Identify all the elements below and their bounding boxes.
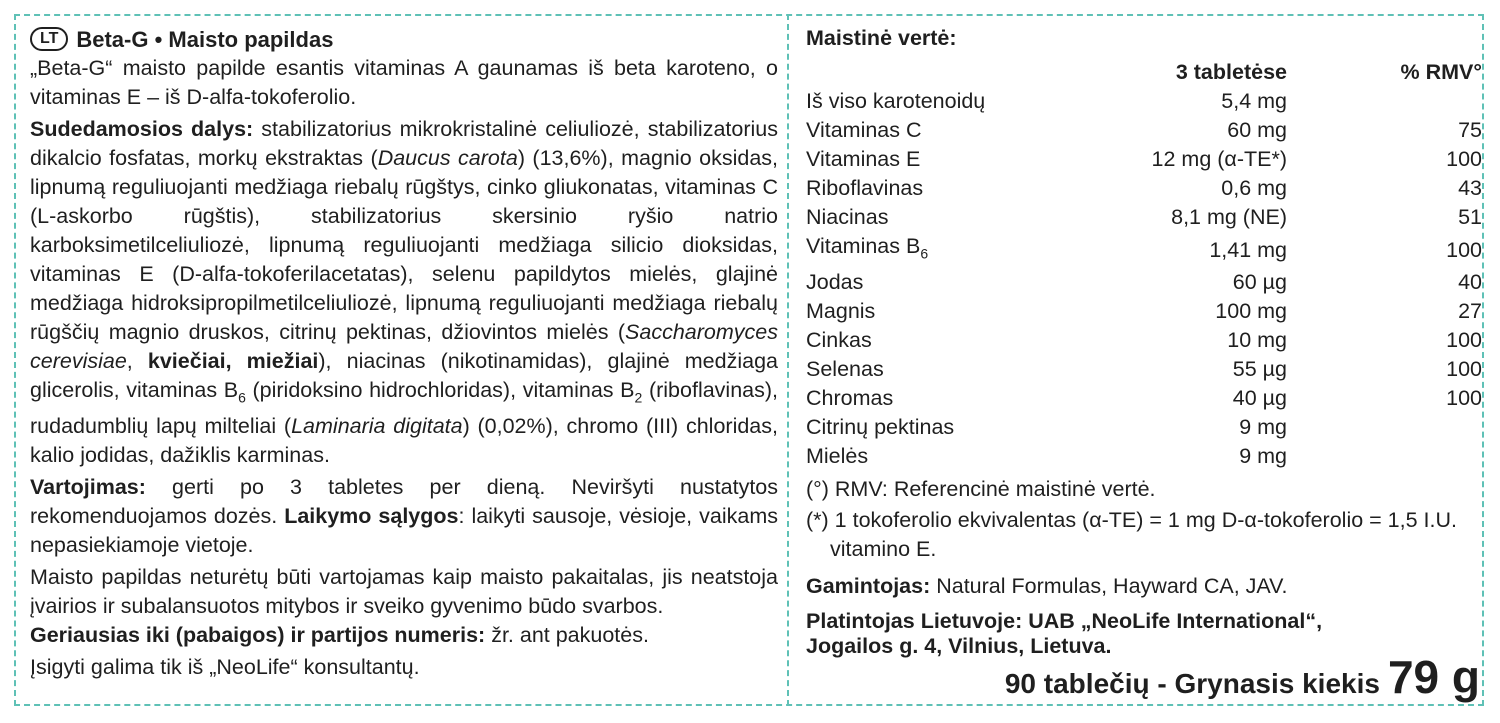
nutrient-name [806, 145, 1106, 174]
ingredients-text: ) (13,6%), magnio oksidas, lipnumą reguliuojanti medžiaga riebalų rūgštys, cinko gliukonatas, vitaminas C (L-askorbo rūgštis), stabilizatorius skersinio ryšio natrio karboksimetilceliuliozė, lipnumą reguliuojanti medžiaga silicio dioksidas, vitaminas E (D-alfa-tokoferilacetatas), selenu papildytos mielės, glajinė medžiaga hidroksipropilmetilceliuliozė, lipnumą reguliuojanti medžiaga riebalų rūgščių magnio druskos, citrinų pektinas, džiovintos mielės ( [30, 146, 778, 344]
usage-text: gerti po 3 tabletes per dieną. Neviršyti nustatytos rekomenduojamos dozės. [30, 475, 778, 529]
nutrition-row [806, 174, 1482, 203]
nutrition-row [806, 87, 1482, 116]
storage-text: : laikyti sausoje, vėsioje, vaikams nepasiekiamoje vietoje. [30, 504, 778, 558]
nutrient-rmv [1287, 87, 1482, 116]
nutrition-row [806, 232, 1482, 268]
nutrient-amount: 100 mg [1215, 299, 1287, 324]
nutrition-row [806, 384, 1482, 413]
distributor-line: Platintojas Lietuvoje: UAB „NeoLife International“, [806, 609, 1323, 634]
nutrient-name [806, 268, 1106, 297]
latin-name: Daucus carota [377, 146, 518, 170]
nutrient-amount: 9 mg [1239, 415, 1287, 440]
nutrient-name [806, 174, 1106, 203]
nutrient-rmv: 100 [1446, 357, 1482, 382]
storage-label: Laikymo sąlygos [284, 504, 459, 529]
subscript: 2 [634, 389, 643, 406]
right-column [806, 24, 1482, 659]
nutrient-name-text: Jodas [806, 270, 864, 295]
ingredients-text: ), niacinas (nikotinamidas), glajinė medžiaga glicerolis, vitaminas B [30, 349, 778, 402]
manufacturer-label: Gamintojas: [806, 574, 931, 599]
nutrient-amount: 60 mg [1227, 118, 1287, 142]
best-before-label: Geriausias iki (pabaigos) ir partijos numeris: [30, 623, 486, 648]
nutrition-row [806, 297, 1482, 326]
latin-name: Saccharomyces cerevisiae [30, 320, 778, 373]
rmv-note: (°) RMV: Referencinė maistinė vertė. [806, 477, 1156, 502]
usage-label: Vartojimas: [30, 475, 146, 500]
nutrient-amount: 12 mg (α-TE*) [1151, 147, 1287, 171]
nutrient-amount: 60 µg [1232, 270, 1287, 295]
nutrient-name [806, 203, 1106, 232]
nutrient-amount: 10 mg [1227, 328, 1287, 353]
language-badge: LT [30, 27, 68, 51]
nutrient-name-text: Vitaminas C [806, 118, 922, 142]
nutrient-amount: 1,41 mg [1209, 237, 1287, 262]
nutrient-name-text: Chromas [806, 386, 894, 411]
nutrient-rmv: 100 [1446, 328, 1482, 353]
warning-text: Maisto papildas neturėtų būti vartojamas kaip maisto pakaitalas, jis neatstoja įvairios ir subalansuotos mitybos ir sveiko gyvenimo būdo svarbos. [30, 565, 778, 619]
nutrient-name [806, 297, 1106, 326]
ingredients-label: Sudedamosios dalys: [30, 117, 254, 141]
manufacturer-text: Natural Formulas, Hayward CA, JAV. [930, 574, 1288, 599]
nutrient-rmv: 75 [1458, 118, 1482, 142]
nutrition-row [806, 268, 1482, 297]
nutrient-amount: 55 µg [1232, 357, 1287, 382]
manufacturer-paragraph [806, 572, 1482, 601]
nutrition-row [806, 355, 1482, 384]
nutrient-name [806, 116, 1106, 145]
nutrient-amount: 5,4 mg [1221, 89, 1287, 113]
nutrient-name-text: Riboflavinas [806, 176, 924, 200]
nutrient-name-text: Niacinas [806, 205, 889, 229]
nutrient-rmv: 100 [1446, 237, 1482, 262]
nutrition-row [806, 116, 1482, 145]
nutrition-table [806, 58, 1482, 471]
nutrition-header-row [806, 58, 1482, 87]
nutrient-amount: 0,6 mg [1221, 176, 1287, 200]
column-divider [787, 14, 789, 706]
header-amount: 3 tabletėse [1175, 60, 1287, 84]
product-title: Beta-G • Maisto papildas [76, 26, 334, 52]
nutrition-row [806, 413, 1482, 442]
header-empty [806, 58, 1106, 87]
net-quantity-text: 90 tablečių - Grynasis kiekis [1004, 668, 1380, 699]
nutrient-rmv: 51 [1458, 205, 1482, 229]
nutrition-row [806, 442, 1482, 471]
nutrient-amount: 40 µg [1232, 386, 1287, 411]
nutrient-name [806, 232, 1106, 268]
nutrient-name-text: Mielės [806, 444, 869, 469]
intro-text: „Beta-G“ maisto papilde esantis vitaminas A gaunamas iš beta karoteno, o vitaminas E – iš D-alfa-tokoferolio. [30, 56, 778, 109]
nutrient-rmv: 27 [1458, 299, 1482, 324]
nutrient-name-text: Citrinų pektinas [806, 415, 955, 440]
nutrient-name [806, 87, 1106, 116]
best-before-text: žr. ant pakuotės. [485, 623, 649, 648]
nutrient-rmv: 100 [1446, 386, 1482, 411]
nutrient-rmv [1287, 442, 1482, 471]
ingredients-text: (piridoksino hidrochloridas), vitaminas B [245, 378, 635, 402]
distributor-address: Jogailos g. 4, Vilnius, Lietuva. [806, 634, 1112, 659]
usage-paragraph [30, 473, 778, 560]
nutrient-name-text: Vitaminas B [806, 234, 921, 258]
ingredients-text: (riboflavinas), rudadumblių lapų milteliai ( [30, 378, 778, 439]
subscript: 6 [238, 389, 246, 406]
availability-text: Įsigyti galima tik iš „NeoLife“ konsultantų. [30, 655, 420, 680]
nutrition-row [806, 145, 1482, 174]
nutrient-rmv: 40 [1458, 270, 1482, 295]
best-before-paragraph [30, 621, 778, 650]
left-column [30, 24, 778, 682]
nutrient-name [806, 442, 1106, 471]
nutrient-name-text: Iš viso karotenoidų [806, 89, 986, 113]
ingredients-text: , [126, 349, 148, 373]
ingredients-paragraph [30, 115, 778, 470]
nutrient-name [806, 326, 1106, 355]
product-title-row [30, 24, 778, 54]
nutrient-rmv: 100 [1446, 147, 1482, 171]
nutrition-row [806, 326, 1482, 355]
ingredients-text: ) (0,02%), chromo (III) chloridas, kalio jodidas, dažiklis karminas. [30, 414, 778, 468]
latin-name: Laminaria digitata [291, 414, 463, 439]
nutrition-row [806, 203, 1482, 232]
header-rmv: % RMV° [1400, 60, 1482, 84]
nutrient-name-text: Selenas [806, 357, 884, 382]
nutrition-heading: Maistinė vertė: [806, 26, 957, 50]
nutrient-rmv [1287, 413, 1482, 442]
nutrient-name-text: Magnis [806, 299, 876, 324]
ingredients-text: stabilizatorius mikrokristalinė celiuliozė, stabilizatorius dikalcio fosfatas, morkų ekstraktas ( [30, 117, 778, 170]
nutrient-name-text: Vitaminas E [806, 147, 921, 171]
nutrient-amount: 9 mg [1239, 444, 1287, 469]
allergens: kviečiai, miežiai [147, 349, 319, 373]
net-weight: 79 g [1387, 651, 1480, 703]
net-quantity [1005, 650, 1480, 704]
te-note: (*) 1 tokoferolio ekvivalentas (α-TE) = 1 mg D-α-tokoferolio = 1,5 I.U. vitamino E. [806, 508, 1457, 562]
nutrient-rmv: 43 [1458, 176, 1482, 200]
nutrient-name-text: Cinkas [806, 328, 872, 353]
nutrient-name [806, 355, 1106, 384]
nutrient-amount: 8,1 mg (NE) [1171, 205, 1287, 229]
subscript: 6 [920, 245, 929, 262]
nutrient-name [806, 413, 1106, 442]
nutrient-name [806, 384, 1106, 413]
